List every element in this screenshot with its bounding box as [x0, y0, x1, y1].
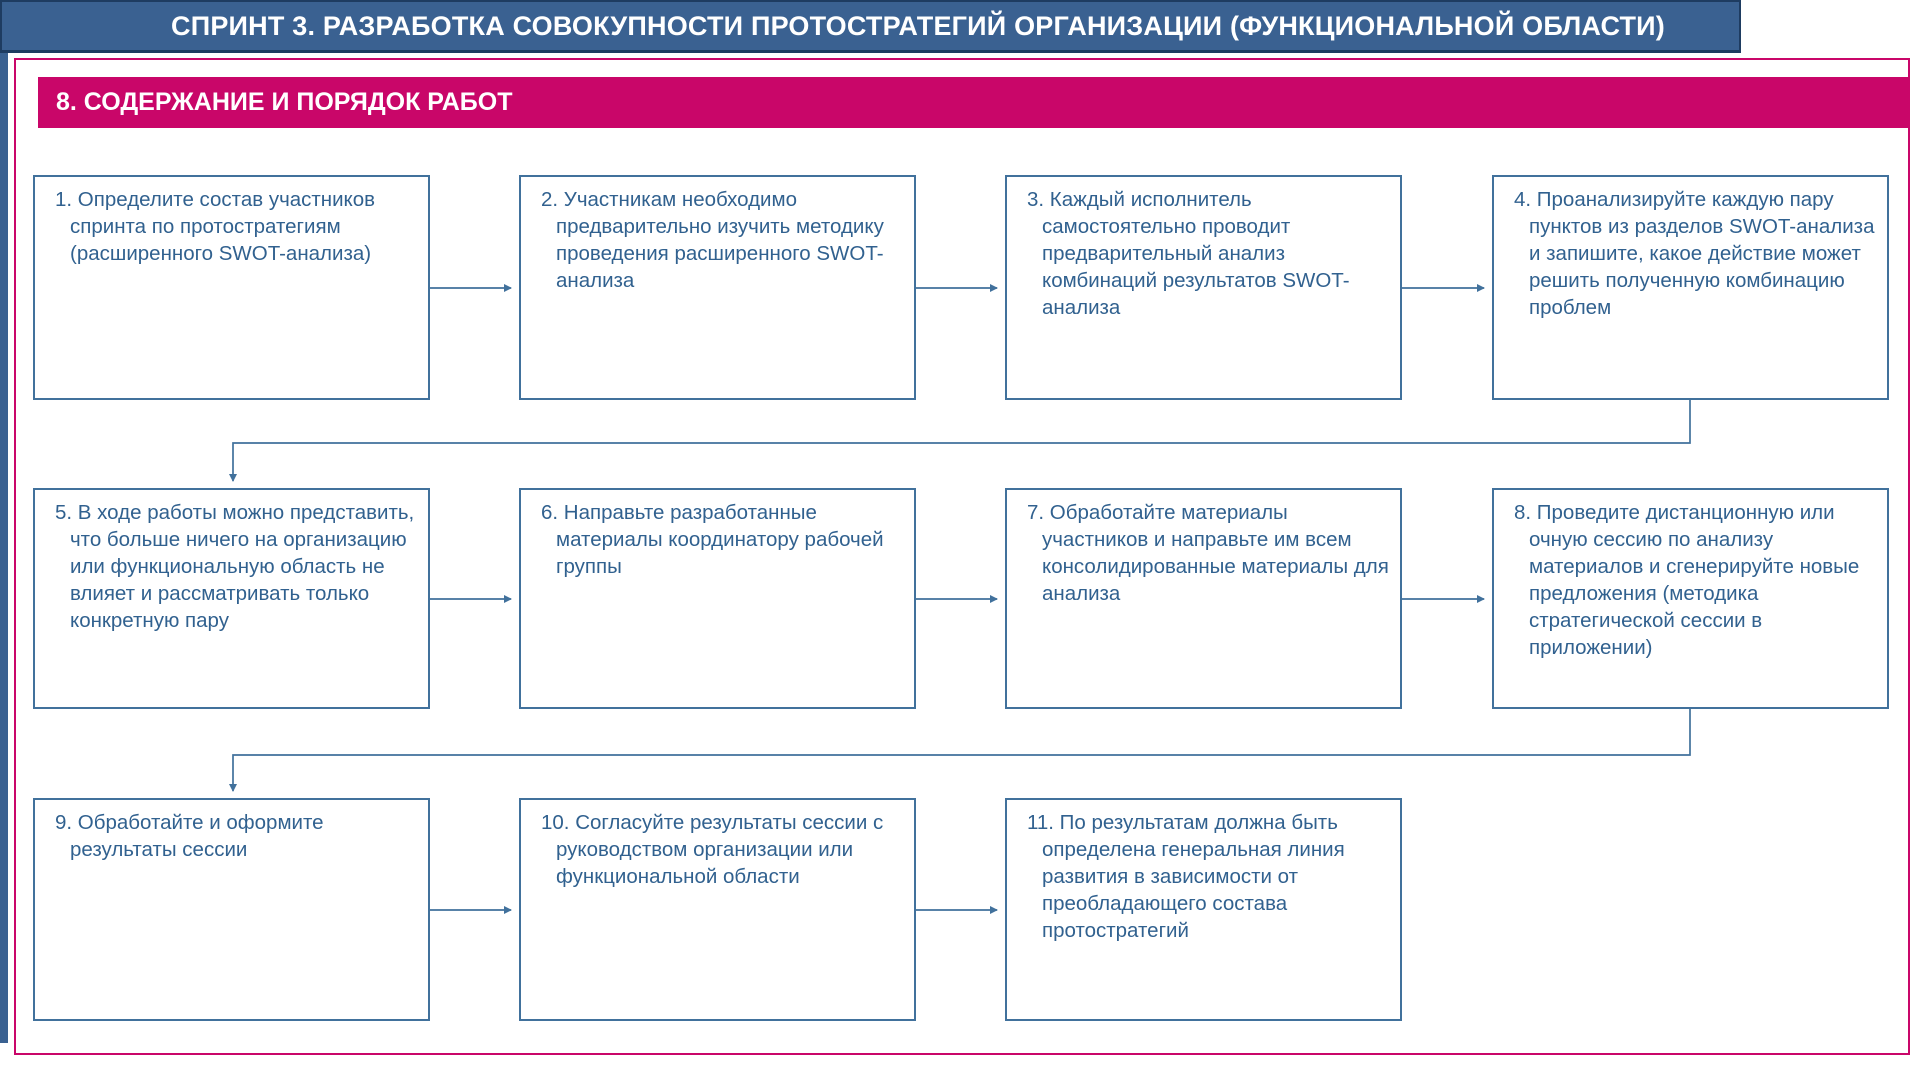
- sprint-title: СПРИНТ 3. РАЗРАБОТКА СОВОКУПНОСТИ ПРОТОСТРАТЕГИЙ ОРГАНИЗАЦИИ (ФУНКЦИОНАЛЬНОЙ ОБЛАСТИ): [171, 10, 1665, 41]
- flow-step-9-text: 9. Обработайте и оформите результаты сессии: [55, 811, 324, 861]
- flow-step-2: [519, 175, 916, 400]
- flow-step-1: [33, 175, 430, 400]
- flow-step-11-text: 11. По результатам должна быть определена генеральная линия развития в зависимости от преобладающего состава протостратегий: [1027, 811, 1345, 942]
- section-header-bar: [38, 77, 1910, 128]
- section-title: 8. СОДЕРЖАНИЕ И ПОРЯДОК РАБОТ: [56, 88, 513, 116]
- flow-step-2-text: 2. Участникам необходимо предварительно изучить методику проведения расширенного SWOT-анализа: [541, 188, 884, 292]
- flow-step-6: [519, 488, 916, 709]
- left-edge-strip: [0, 0, 8, 1043]
- flow-step-5: [33, 488, 430, 709]
- flow-step-1-text: 1. Определите состав участников спринта по протостратегиям (расширенного SWOT-анализа): [55, 188, 376, 265]
- flow-step-7-text: 7. Обработайте материалы участников и направьте им всем консолидированные материалы для анализа: [1027, 501, 1389, 605]
- flow-step-9: [33, 798, 430, 1021]
- flow-step-5-text: 5. В ходе работы можно представить, что больше ничего на организацию или функциональную область не влияет и рассматривать только конкретную пару: [55, 501, 415, 632]
- flow-step-11: [1005, 798, 1402, 1021]
- flow-step-3-text: 3. Каждый исполнитель самостоятельно проводит предварительный анализ комбинаций результатов SWOT-анализа: [1027, 188, 1350, 319]
- flow-step-8: [1492, 488, 1889, 709]
- flow-step-7: [1005, 488, 1402, 709]
- flow-step-4-text: 4. Проанализируйте каждую пару пунктов из разделов SWOT-анализа и запишите, какое действие может решить полученную комбинацию проблем: [1514, 188, 1875, 319]
- flow-step-6-text: 6. Направьте разработанные материалы координатору рабочей группы: [541, 501, 884, 578]
- flow-step-4: [1492, 175, 1889, 400]
- flow-step-10-text: 10. Согласуйте результаты сессии с руководством организации или функциональной области: [541, 811, 884, 888]
- sprint-title-bar: [0, 0, 1741, 53]
- flow-step-8-text: 8. Проведите дистанционную или очную сессию по анализу материалов и сгенерируйте новые предложения (методика стратегической сессии в приложении): [1514, 501, 1860, 659]
- flow-step-10: [519, 798, 916, 1021]
- flow-step-3: [1005, 175, 1402, 400]
